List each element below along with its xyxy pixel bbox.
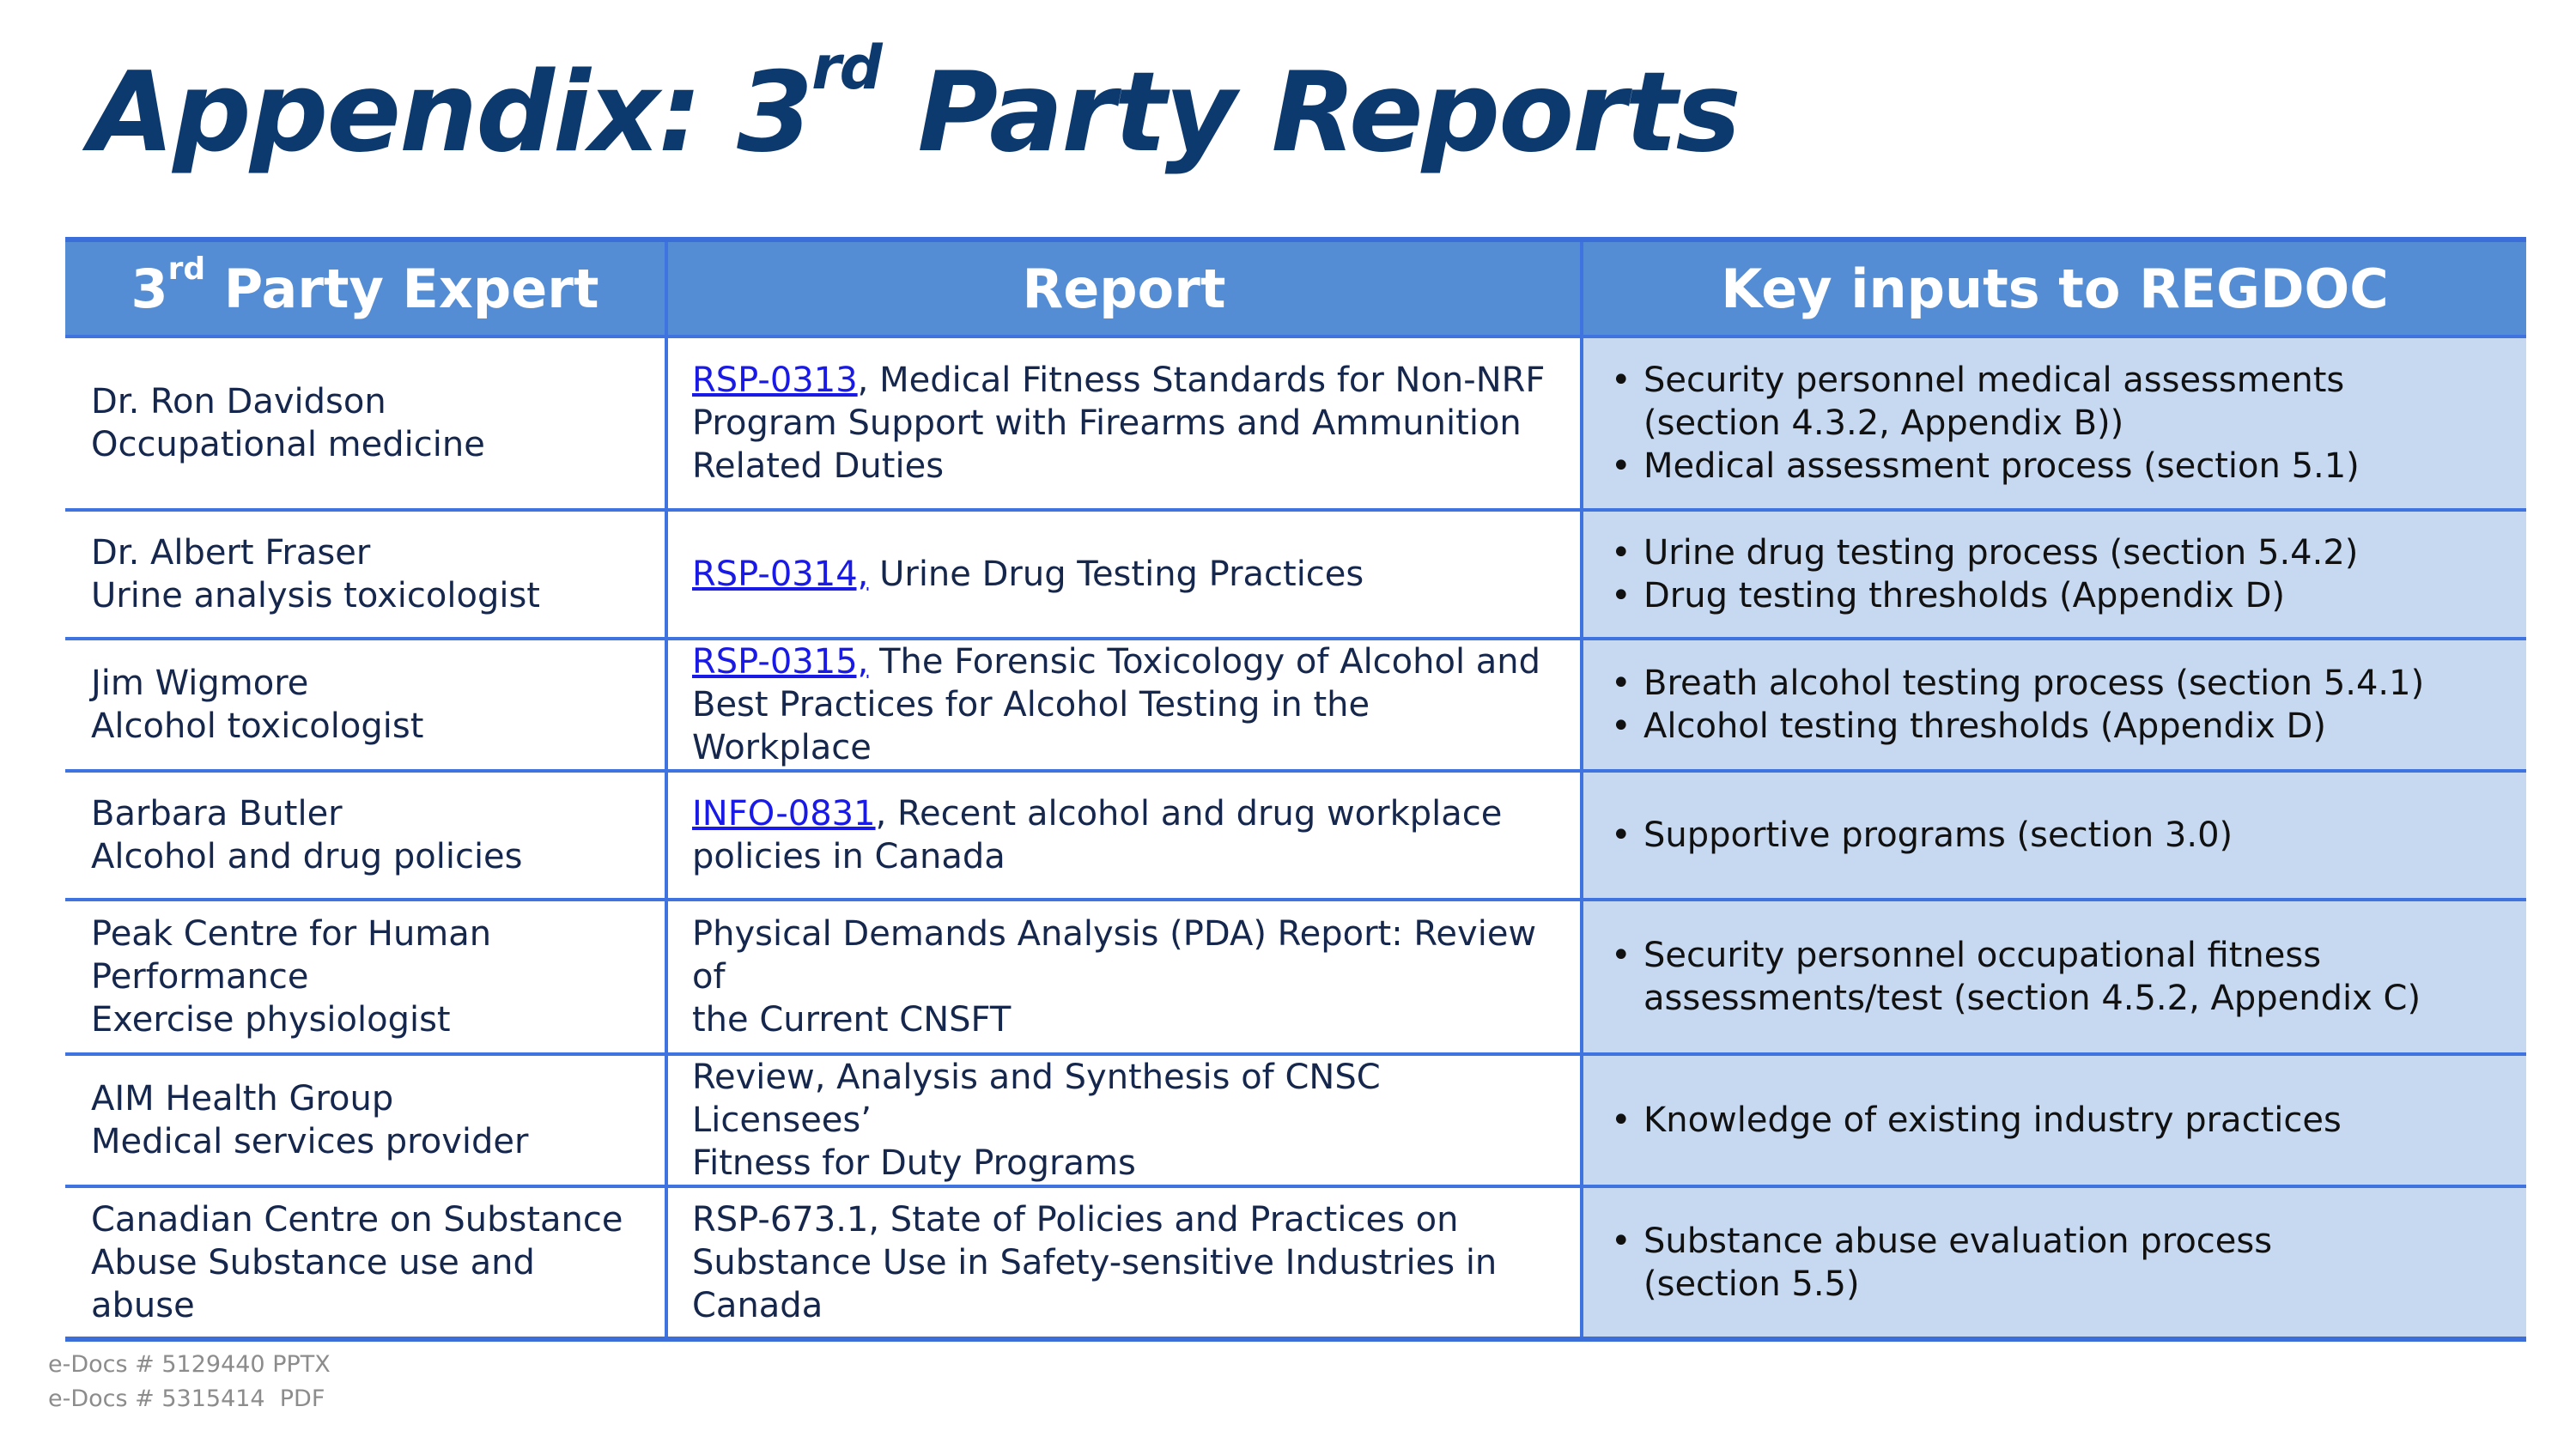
- inputs-list: [1607, 934, 2502, 1020]
- expert-line: Alcohol and drug policies: [91, 837, 523, 876]
- expert-cell: [65, 771, 666, 900]
- input-line: assessments/test (section 4.5.2, Appendix C): [1643, 979, 2421, 1018]
- expert-line: Exercise physiologist: [91, 1000, 451, 1040]
- report-cell: [666, 900, 1582, 1054]
- expert-cell: [65, 1054, 666, 1186]
- input-line: (section 5.5): [1643, 1264, 1860, 1304]
- header-report: Report: [666, 239, 1582, 336]
- report-text: Physical Demands Analysis (PDA) Report: Review of: [692, 914, 1537, 997]
- report-line: [692, 835, 1556, 878]
- report-line: [692, 912, 1556, 998]
- input-bullet-item: [1607, 1099, 2502, 1142]
- report-link[interactable]: RSP-0313: [692, 361, 858, 400]
- table-row: [65, 336, 2526, 510]
- table-row: [65, 900, 2526, 1054]
- report-line: [692, 1056, 1556, 1142]
- report-text: The Forensic Toxicology of Alcohol and: [868, 642, 1541, 682]
- report-line: [692, 792, 1556, 835]
- header-row: [65, 239, 2526, 336]
- input-line: • Alcohol testing thresholds (Appendix D): [1643, 706, 2326, 746]
- expert-line: Peak Centre for Human: [91, 914, 492, 954]
- inputs-cell: [1582, 1186, 2526, 1339]
- expert-line: Performance: [91, 957, 309, 997]
- report-cell: [666, 639, 1582, 771]
- table-row: [65, 510, 2526, 639]
- report-cell: [666, 771, 1582, 900]
- report-text: , Medical Fitness Standards for Non-NRF: [857, 361, 1546, 400]
- header-expert-prefix: 3: [131, 257, 168, 320]
- input-bullet-item: [1607, 705, 2502, 748]
- input-bullet-item: [1607, 662, 2502, 705]
- report-line: [692, 402, 1556, 445]
- input-line: • Urine drug testing process (section 5.4.2): [1643, 533, 2359, 573]
- expert-cell: [65, 1186, 666, 1339]
- input-line: • Breath alcohol testing process (section 5.4.1): [1643, 664, 2425, 703]
- report-text: Substance Use in Safety-sensitive Industries in: [692, 1242, 1498, 1282]
- inputs-list: [1607, 814, 2502, 857]
- report-text: Review, Analysis and Synthesis of CNSC Licensees’: [692, 1058, 1381, 1140]
- footer-edocs-pdf: e-Docs # 5315414 PDF: [48, 1385, 325, 1412]
- input-line: • Medical assessment process (section 5.1): [1643, 446, 2360, 486]
- expert-line: Urine analysis toxicologist: [91, 576, 540, 615]
- report-text: RSP-673.1, State of Policies and Practices on: [692, 1199, 1459, 1240]
- report-line: [692, 1284, 1556, 1327]
- input-line: • Security personnel occupational fitness: [1643, 936, 2322, 975]
- expert-line: Abuse Substance use and abuse: [91, 1242, 535, 1325]
- expert-line: Jim Wigmore: [91, 664, 309, 703]
- report-line: [692, 445, 1556, 488]
- expert-line: Occupational medicine: [91, 425, 485, 464]
- table-row: [65, 639, 2526, 771]
- inputs-cell: [1582, 1054, 2526, 1186]
- input-bullet-item: [1607, 531, 2502, 574]
- inputs-list: [1607, 531, 2502, 617]
- inputs-cell: [1582, 639, 2526, 771]
- table-row: [65, 1186, 2526, 1339]
- expert-line: AIM Health Group: [91, 1079, 394, 1119]
- table-row: [65, 1054, 2526, 1186]
- report-line: [692, 553, 1556, 596]
- footer-edocs-pptx: e-Docs # 5129440 PPTX: [48, 1351, 331, 1378]
- input-bullet-item: [1607, 934, 2502, 1020]
- input-line: • Knowledge of existing industry practices: [1643, 1100, 2342, 1140]
- input-bullet-item: [1607, 814, 2502, 857]
- expert-line: Alcohol toxicologist: [91, 706, 424, 746]
- inputs-cell: [1582, 510, 2526, 639]
- report-line: [692, 640, 1556, 683]
- input-line: (section 4.3.2, Appendix B)): [1643, 403, 2124, 443]
- expert-line: Medical services provider: [91, 1122, 529, 1161]
- report-line: [692, 1241, 1556, 1284]
- inputs-cell: [1582, 336, 2526, 510]
- report-text: , Recent alcohol and drug workplace: [875, 794, 1503, 834]
- report-link[interactable]: INFO-0831: [692, 794, 876, 834]
- header-expert-superscript: rd: [167, 251, 206, 287]
- expert-line: Dr. Ron Davidson: [91, 382, 386, 421]
- input-line: • Drug testing thresholds (Appendix D): [1643, 576, 2286, 615]
- header-inputs: Key inputs to REGDOC: [1582, 239, 2526, 336]
- inputs-list: [1607, 662, 2502, 748]
- expert-cell: [65, 639, 666, 771]
- report-line: [692, 998, 1556, 1041]
- report-line: [692, 359, 1556, 402]
- input-bullet-item: [1607, 445, 2502, 488]
- report-cell: [666, 336, 1582, 510]
- report-cell: [666, 510, 1582, 639]
- report-line: [692, 1142, 1556, 1185]
- input-line: • Supportive programs (section 3.0): [1643, 815, 2233, 855]
- report-text: policies in Canada: [692, 837, 1005, 876]
- input-bullet-item: [1607, 1220, 2502, 1306]
- expert-cell: [65, 900, 666, 1054]
- inputs-cell: [1582, 771, 2526, 900]
- table-body: [65, 336, 2526, 1339]
- title-suffix: Party Reports: [880, 49, 1740, 177]
- report-text: Related Duties: [692, 446, 945, 486]
- inputs-list: [1607, 359, 2502, 488]
- slide-title: [89, 33, 1740, 182]
- expert-line: Dr. Albert Fraser: [91, 533, 371, 573]
- input-bullet-item: [1607, 574, 2502, 617]
- report-text: Urine Drug Testing Practices: [868, 555, 1364, 594]
- expert-line: Barbara Butler: [91, 794, 343, 834]
- report-text: Canada: [692, 1285, 823, 1325]
- report-cell: [666, 1054, 1582, 1186]
- report-line: [692, 683, 1556, 769]
- reports-table: [65, 237, 2526, 1342]
- report-text: Best Practices for Alcohol Testing in the Workplace: [692, 685, 1370, 767]
- inputs-list: [1607, 1099, 2502, 1142]
- report-text: the Current CNSFT: [692, 1000, 1012, 1040]
- title-superscript: rd: [811, 33, 881, 103]
- expert-cell: [65, 336, 666, 510]
- inputs-list: [1607, 1220, 2502, 1306]
- report-link[interactable]: RSP-0314,: [692, 555, 869, 594]
- report-line: [692, 1198, 1556, 1241]
- expert-cell: [65, 510, 666, 639]
- inputs-cell: [1582, 900, 2526, 1054]
- header-expert-suffix: Party Expert: [205, 257, 599, 320]
- input-bullet-item: [1607, 359, 2502, 445]
- report-link[interactable]: RSP-0315,: [692, 642, 869, 682]
- report-text: Program Support with Firearms and Ammunition: [692, 403, 1522, 443]
- expert-line: Canadian Centre on Substance: [91, 1199, 623, 1240]
- table-row: [65, 771, 2526, 900]
- report-cell: [666, 1186, 1582, 1339]
- title-prefix: Appendix: 3: [89, 49, 812, 177]
- input-line: • Substance abuse evaluation process: [1643, 1221, 2273, 1261]
- header-expert: [65, 239, 666, 336]
- input-line: • Security personnel medical assessments: [1643, 361, 2345, 400]
- report-text: Fitness for Duty Programs: [692, 1143, 1136, 1183]
